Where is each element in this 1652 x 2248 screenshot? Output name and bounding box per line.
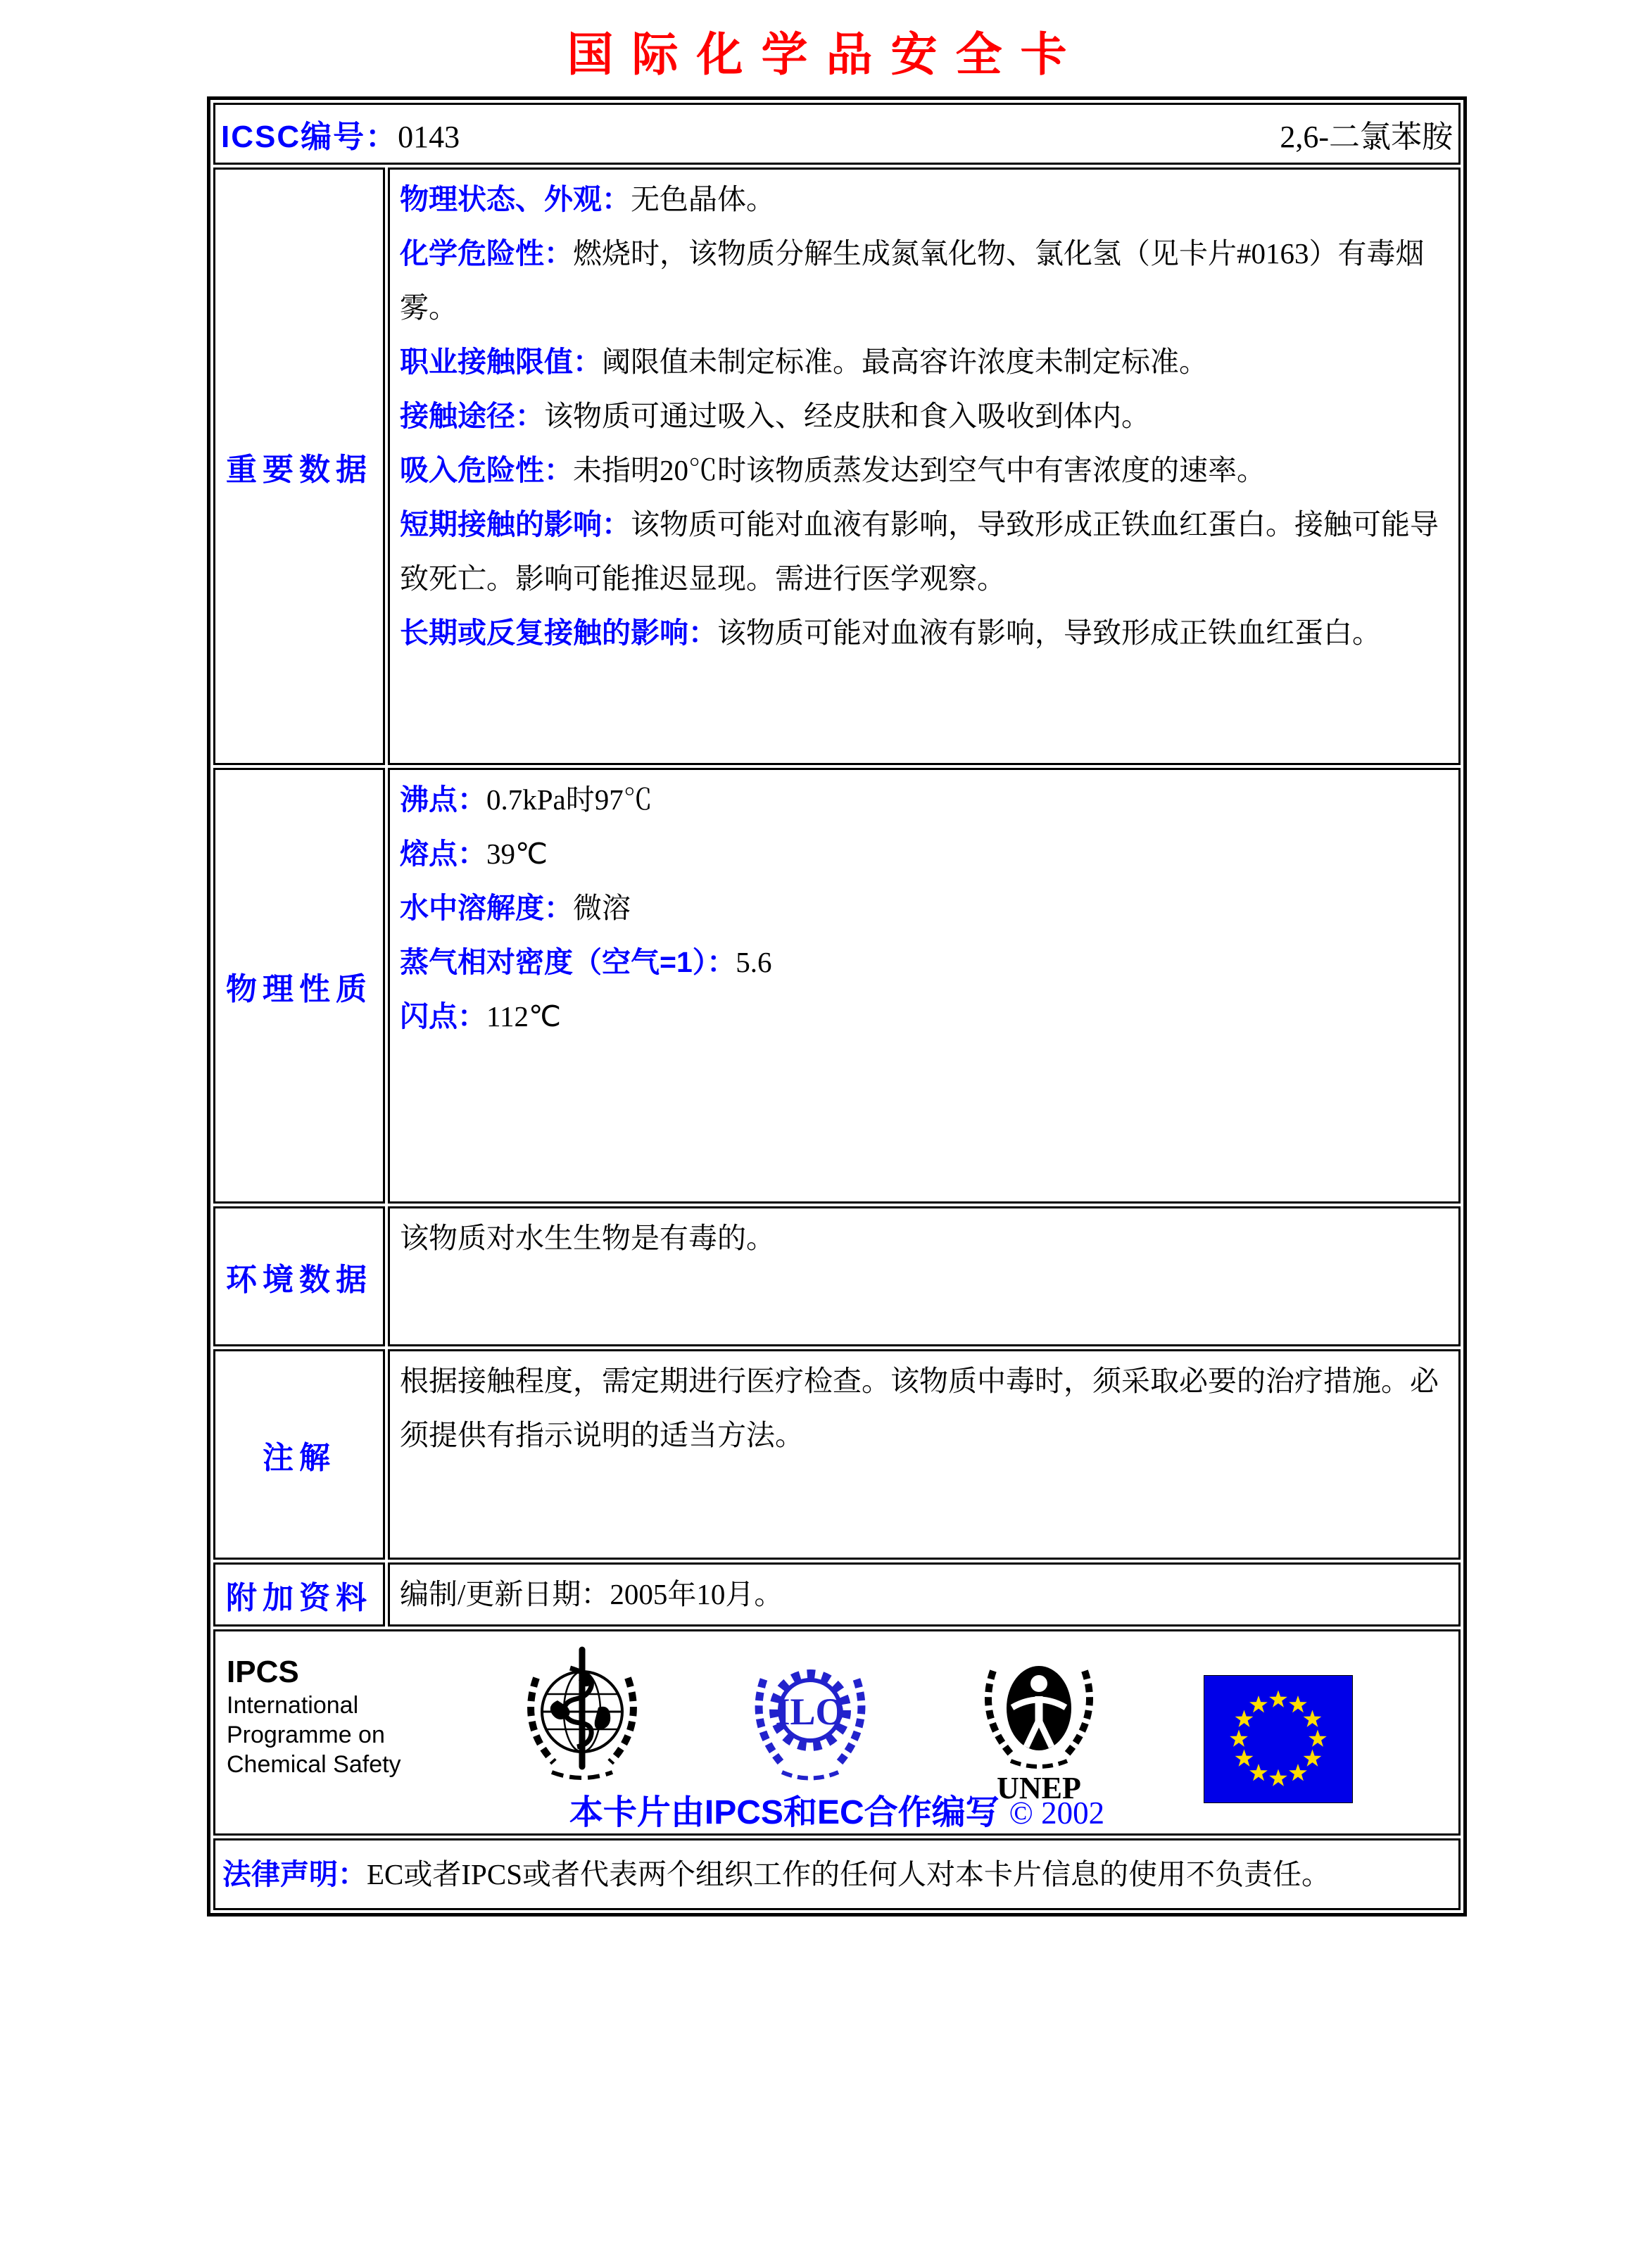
section-label-physical-properties: 物理性质 bbox=[213, 768, 385, 1204]
notes-row bbox=[213, 1349, 1461, 1560]
card-header bbox=[215, 105, 1458, 163]
icsc-card-page bbox=[0, 17, 1652, 1917]
caption-text: 本卡片由IPCS和EC合作编写 bbox=[569, 1794, 1000, 1831]
field-value: 该物质可能对血液有影响，导致形成正铁血红蛋白。接触可能导致死亡。影响可能推迟显现。需进行医学观察。 bbox=[400, 508, 1439, 595]
icsc-number-label: ICSC编号： bbox=[221, 120, 398, 154]
notes-content bbox=[388, 1349, 1461, 1560]
field-value: 未指明20℃时该物质蒸发达到空气中有害浓度的速率。 bbox=[573, 454, 1266, 486]
field-flash-point bbox=[400, 990, 1449, 1044]
field-boiling-point bbox=[400, 773, 1449, 827]
field-long-term-effects bbox=[400, 606, 1449, 660]
ipcs-acronym: IPCS bbox=[227, 1655, 299, 1689]
legal-text: EC或者IPCS或者代表两个组织工作的任何人对本卡片信息的使用不负责任。 bbox=[367, 1858, 1330, 1890]
legal-row bbox=[213, 1838, 1461, 1910]
section-label-environmental-data: 环境数据 bbox=[213, 1206, 385, 1346]
physical-properties-content bbox=[388, 768, 1461, 1204]
notes-text: 根据接触程度，需定期进行医疗检查。该物质中毒时，须采取必要的治疗措施。必须提供有指示说明的适当方法。 bbox=[400, 1365, 1439, 1451]
field-label: 长期或反复接触的影响： bbox=[400, 617, 717, 649]
ilo-logo-icon bbox=[747, 1646, 874, 1786]
ipcs-text-block bbox=[227, 1654, 417, 1779]
field-vapor-density bbox=[400, 935, 1449, 990]
icsc-number-value: 0143 bbox=[398, 120, 460, 154]
field-short-term-effects bbox=[400, 498, 1449, 606]
legal-cell bbox=[213, 1838, 1461, 1910]
field-value: 阈限值未制定标准。最高容许浓度未制定标准。 bbox=[602, 346, 1208, 378]
important-data-content bbox=[388, 168, 1461, 765]
field-value: 燃烧时，该物质分解生成氮氧化物、氯化氢（见卡片#0163）有毒烟雾。 bbox=[400, 237, 1425, 324]
field-label: 短期接触的影响： bbox=[400, 508, 631, 541]
field-label: 水中溶解度： bbox=[400, 892, 573, 924]
ipcs-line1: International bbox=[227, 1692, 359, 1719]
header-row bbox=[213, 103, 1461, 165]
icsc-card-table bbox=[207, 96, 1467, 1917]
who-logo-icon bbox=[515, 1641, 649, 1786]
field-label: 职业接触限值： bbox=[400, 346, 602, 378]
logos-cell bbox=[213, 1629, 1461, 1836]
eu-flag-icon bbox=[1204, 1675, 1353, 1803]
field-value: 无色晶体。 bbox=[631, 183, 775, 215]
additional-info-row bbox=[213, 1562, 1461, 1627]
field-melting-point bbox=[400, 827, 1449, 881]
unep-logo-block bbox=[972, 1641, 1106, 1805]
section-label-notes: 注解 bbox=[213, 1349, 385, 1560]
ipcs-line3: Chemical Safety bbox=[227, 1751, 401, 1778]
field-occupational-limits bbox=[400, 335, 1449, 389]
section-label-additional-info: 附加资料 bbox=[213, 1562, 385, 1627]
field-value: 112℃ bbox=[486, 1000, 562, 1033]
environmental-data-text: 该物质对水生生物是有毒的。 bbox=[400, 1222, 775, 1254]
physical-properties-row bbox=[213, 768, 1461, 1204]
field-chemical-danger bbox=[400, 227, 1449, 335]
field-water-solubility bbox=[400, 881, 1449, 935]
field-label: 化学危险性： bbox=[400, 237, 573, 270]
field-label: 接触途径： bbox=[400, 400, 544, 432]
svg-text:ILO: ILO bbox=[775, 1691, 845, 1733]
additional-info-content bbox=[388, 1562, 1461, 1627]
field-value: 该物质可通过吸入、经皮肤和食入吸收到体内。 bbox=[544, 400, 1150, 432]
chemical-name: 2,6-二氯苯胺 bbox=[1280, 120, 1453, 154]
important-data-row bbox=[213, 168, 1461, 765]
card-header-cell bbox=[213, 103, 1461, 165]
copyright-text: © 2002 bbox=[1009, 1795, 1105, 1831]
field-label: 吸入危险性： bbox=[400, 454, 573, 486]
icsc-number-group bbox=[221, 111, 460, 156]
unep-text: UNEP bbox=[996, 1772, 1081, 1805]
section-label-important-data: 重要数据 bbox=[213, 168, 385, 765]
field-exposure-routes bbox=[400, 389, 1449, 443]
field-label: 熔点： bbox=[400, 838, 486, 870]
environmental-data-content bbox=[388, 1206, 1461, 1346]
logos-row bbox=[213, 1629, 1461, 1836]
field-value: 该物质可能对血液有影响，导致形成正铁血红蛋白。 bbox=[717, 617, 1381, 649]
environmental-data-row bbox=[213, 1206, 1461, 1346]
field-value: 微溶 bbox=[573, 892, 631, 924]
page-title: 国际化学品安全卡 bbox=[567, 30, 1085, 81]
legal-label: 法律声明： bbox=[222, 1858, 367, 1890]
unep-logo-icon bbox=[972, 1641, 1106, 1772]
field-inhalation-risk bbox=[400, 443, 1449, 498]
field-label: 蒸气相对密度（空气=1）： bbox=[400, 946, 736, 978]
field-physical-state bbox=[400, 172, 1449, 227]
field-label: 闪点： bbox=[400, 1000, 486, 1033]
logos-strip bbox=[215, 1631, 1458, 1805]
field-value: 0.7kPa时97℃ bbox=[486, 783, 652, 816]
field-value: 39℃ bbox=[486, 838, 548, 870]
ipcs-line2: Programme on bbox=[227, 1722, 385, 1748]
field-label: 物理状态、外观： bbox=[400, 183, 631, 215]
field-label: 沸点： bbox=[400, 783, 486, 816]
additional-info-text: 编制/更新日期：2005年10月。 bbox=[400, 1578, 783, 1610]
field-value: 5.6 bbox=[736, 946, 772, 978]
